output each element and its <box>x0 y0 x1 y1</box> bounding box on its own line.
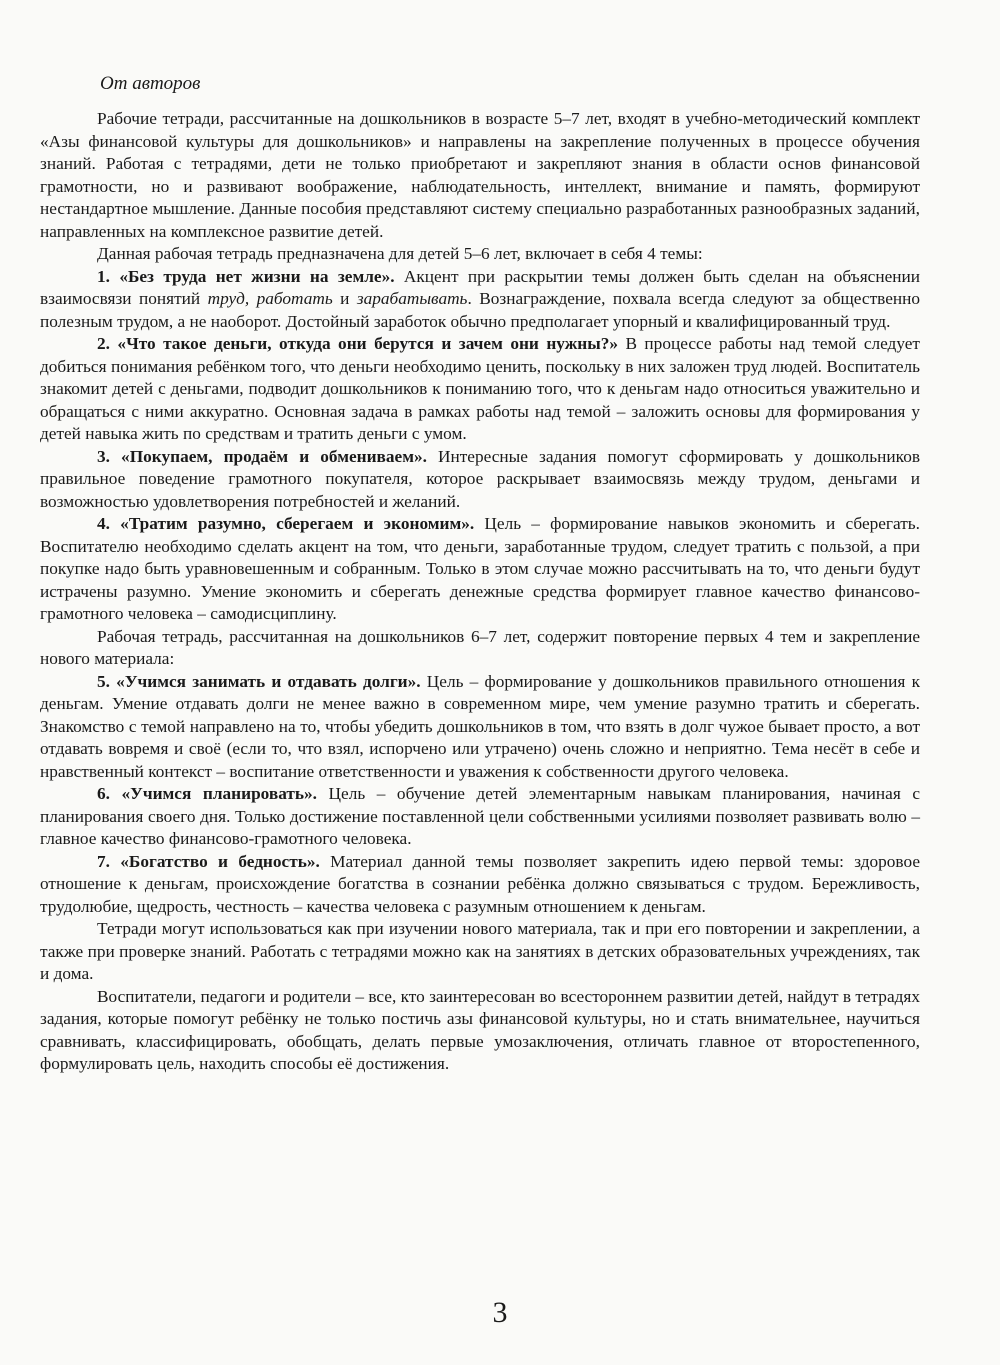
topic-2: 2. «Что такое деньги, откуда они берутся и зачем они нужны?» В процессе работы над темой следует добиться понимания ребёнком того, что деньги необходимо ценить, поскольку в них заложен труд людей. Воспитатель знакомит детей с деньгами, подводит дошкольников к пониманию того, что к деньгам надо относиться уважительно и обращаться с ними аккуратно. Основная задача в рамках работы над темой – заложить основы для формирования у детей навыка жить по средствам и тратить деньги с умом. <box>40 334 920 443</box>
topic-3: 3. «Покупаем, продаём и обмениваем». Интересные задания помогут сформировать у дошкольников правильное поведение грамотного покупателя, которое раскрывает взаимосвязь между трудом, деньгами и возможностью удовлетворения потребностей и желаний. <box>40 446 920 511</box>
page-number: 3 <box>492 1296 508 1329</box>
topic-5: 5. «Учимся занимать и отдавать долги». Цель – формирование у дошкольников правильного отношения к деньгам. Умение отдавать долги не менее важно в современном мире, чем умение разумно тратить и сберегать. Знакомство с темой направлено на то, чтобы убедить дошкольников в том, что взять в долг чужое бывает просто, а вот отдавать вовремя и своё (если то, что взял, испорчено или утрачено) очень сложно и неприятно. Тема несёт в себе и нравственный контекст – воспитание ответственности и уважения к собственности другого человека. <box>40 671 920 781</box>
topic-5-title: 5. «Учимся занимать и отдавать долги». <box>97 671 421 691</box>
paragraph-audience: Воспитатели, педагоги и родители – все, кто заинтересован во всестороннем развитии детей, найдут в тетрадях задания, которые помогут ребёнку не только постичь азы финансовой культуры, но и стать внимательнее, научиться сравнивать, классифицировать, обобщать, делать первые умозаключения, отличать главное от второстепенного, формулировать цель, находить способы её достижения. <box>40 986 921 1073</box>
topic-4: 4. «Тратим разумно, сберегаем и экономим». Цель – формирование навыков экономить и сберегать. Воспитателю необходимо сделать акцент на том, что деньги, заработанные трудом, следует тратить с пользой, а при покупке надо быть уравновешенным и собранным. Только в этом случае можно рассчитывать на то, что деньги будут истрачены разумно. Умение экономить и сберегать денежные средства формирует главное качество финансово-грамотного человека – самодисциплину. <box>40 514 920 623</box>
topic-3-title: 3. «Покупаем, продаём и обмениваем». <box>97 446 427 466</box>
paragraph-usage: Тетради могут использоваться как при изучении нового материала, так и при его повторении и закреплении, а также при проверке знаний. Работать с тетрадями можно как на занятиях в детских образовательных учреждениях, так и дома. <box>40 919 920 983</box>
topic-7: 7. «Богатство и бедность». Материал данной темы позволяет закрепить идею первой темы: здоровое отношение к деньгам, происхождение богатства в сознании ребёнка должно связываться с трудом. Бережливость, трудолюбие, щедрость, честность – качества человека с разумным отношением к деньгам. <box>40 851 921 916</box>
paragraph-intro: Рабочие тетради, рассчитанные на дошкольников в возрасте 5–7 лет, входят в учебно-методический комплект «Азы финансовой культуры для дошкольников» и направлены на закрепление полученных в процессе обучения знаний. Работая с тетрадями, дети не только приобретают и закрепляют знания в области основ финансовой грамотности, но и развивают воображение, наблюдательность, интеллект, внимание и память, формируют нестандартное мышление. Данные пособия представляют систему специально разработанных разнообразных заданий, направленных на комплексное развитие детей. <box>40 109 920 241</box>
topic-6-title: 6. «Учимся планировать». <box>97 784 318 803</box>
body-text <box>40 108 920 1076</box>
topic-6: 6. «Учимся планировать». Цель – обучение детей элементарным навыкам планирования, начиная с планирования своего дня. Только достижение поставленной цели собственными усилиями позволяет развивать волю – главное качество финансово-грамотного человека. <box>40 784 921 848</box>
topic-4-title: 4. «Тратим разумно, сберегаем и экономим». <box>97 514 475 533</box>
topic-1-title: 1. «Без труда нет жизни на земле». <box>97 266 395 286</box>
paragraph-workbook-6-7: Рабочая тетрадь, рассчитанная на дошкольников 6–7 лет, содержит повторение первых 4 тем и закрепление нового материала: <box>40 626 920 668</box>
topic-2-title: 2. «Что такое деньги, откуда они берутся и зачем они нужны?» <box>97 334 618 353</box>
paragraph-workbook-5-6: Данная рабочая тетрадь предназначена для детей 5–6 лет, включает в себя 4 темы: <box>97 244 703 263</box>
section-heading: От авторов <box>100 73 201 94</box>
topic-7-title: 7. «Богатство и бедность». <box>97 851 320 871</box>
topic-1: 1. «Без труда нет жизни на земле». Акцент при раскрытии темы должен быть сделан на объяснении взаимосвязи понятий труд, работать и зарабатывать. Вознаграждение, похвала всегда следуют за общественно полезным трудом, а не наоборот. Достойный заработок обычно предполагает упорный и квалифицированный труд. <box>40 266 920 331</box>
